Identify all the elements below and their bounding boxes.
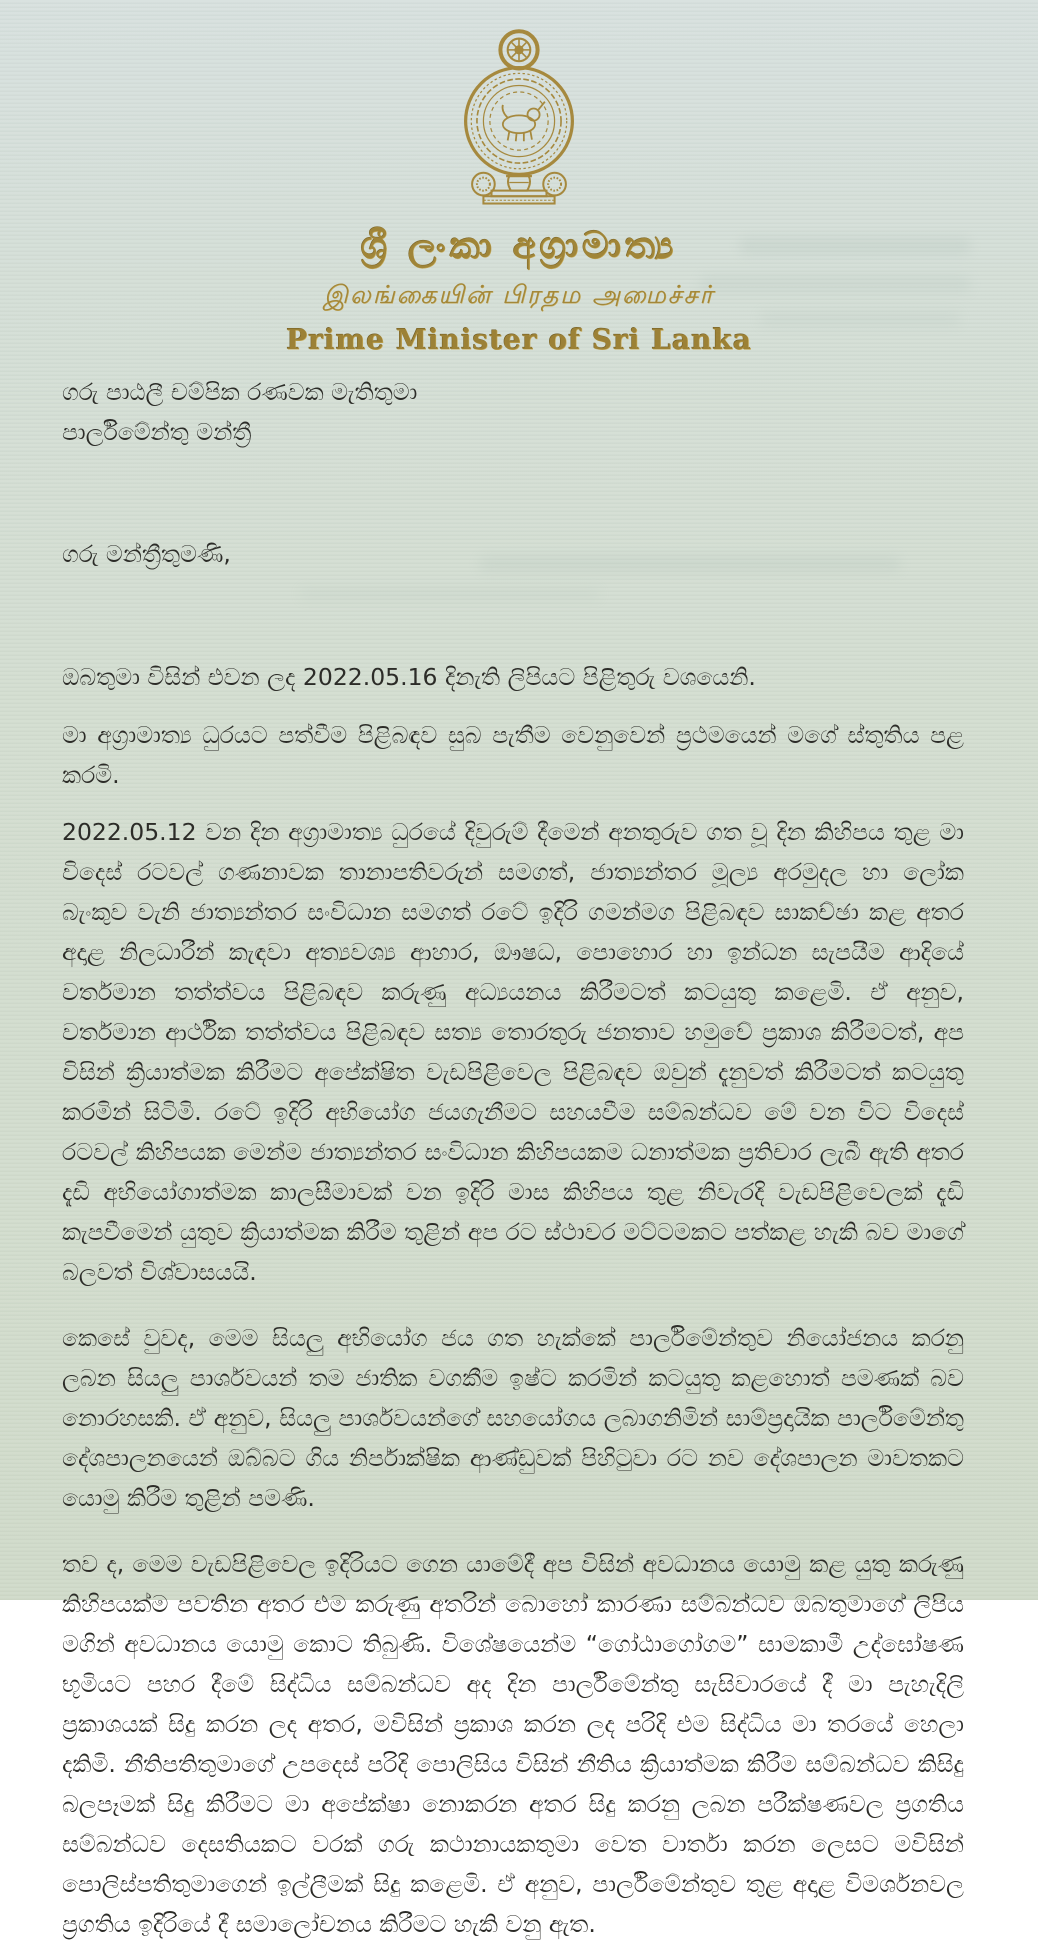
recipient-title: පාර්ලිමේන්තු මන්ත්‍රී: [62, 418, 252, 446]
sri-lanka-emblem-icon: [433, 24, 605, 210]
letterhead-title-sinhala: ශ්‍රී ලංකා අග්‍රාමාත්‍ය: [360, 224, 678, 267]
letterhead-title-tamil: இலங்கையின் பிரதம அமைச்சர்: [323, 280, 715, 309]
paragraph-reference: ඔබතුමා විසින් එවන ලද 2022.05.16 දිනැති ලිපියට පිළිතුරු වශයෙනි.: [62, 663, 756, 691]
salutation: ගරු මන්ත්‍රීතුමණි,: [62, 540, 231, 568]
paragraph-parliament-cooperation: කෙසේ වුවද, මෙම සියලු අභියෝග ජය ගත හැක්කේ පාර්ලිමේන්තුව නියෝජනය කරනු ලබන සියලු පාර්ශවයන් තම ජාතික වගකීම ඉෂ්ට කරමින් කටයුතු කළහොත් පමණක් බව නොරහසකි. ඒ අනුව, සියලු පාර්ශවයන්ගේ සහයෝගය ලබාගනිමින් සාම්ප්‍රදායික පාර්ලිමේන්තු දේශපාලනයෙන් ඔබ්බට ගිය නිර්පාක්ෂික ආණ්ඩුවක් පිහිටුවා රට නව දේශපාලන මාවතකට යොමු කිරීම තුළින් පමණි.: [62, 1324, 964, 1512]
letterhead-title-english: Prime Minister of Sri Lanka: [286, 323, 752, 356]
letter-body: [62, 372, 964, 1944]
letterhead: [0, 0, 1038, 356]
paragraph-thanks: මා අග්‍රාමාත්‍ය ධුරයට පත්වීම පිළිබඳව සුබ පැතීම වෙනුවෙන් ප්‍රථමයෙන් මගේ ස්තුතිය පළ කරමි.: [62, 721, 964, 789]
recipient-name: ගරු පාඨලී චම්පික රණවක මැතිතුමා: [62, 378, 418, 406]
paragraph-economic-situation: 2022.05.12 වන දින අග්‍රාමාත්‍ය ධුරයේ දිවුරුම් දීමෙන් අනතුරුව ගත වූ දින කිහිපය තුළ මා විදෙස් රටවල් ගණනාවක තානාපතිවරුන් සමගත්, ජාත්‍යන්තර මූල්‍ය අරමුදල හා ලෝක බැංකුව වැනි ජාත්‍යන්තර සංවිධාන සමගත් රටේ ඉදිරි ගමන්මග පිළිබඳව සාකච්ඡා කළ අතර අදාළ නිලධාරීන් කැඳවා අත්‍යවශ්‍ය ආහාර, ඖෂධ, පොහොර හා ඉන්ධන සැපයීම ආදියේ වර්තමාන තත්ත්වය පිළිබඳව කරුණු අධ්‍යයනය කිරීමටත් කටයුතු කළෙමි. ඒ අනුව, වර්තමාන ආර්ථික තත්ත්වය පිළිබඳව සත්‍ය තොරතුරු ජනතාව හමුවේ ප්‍රකාශ කිරීමටත්, අප විසින් ක්‍රියාත්මක කිරීමට අපේක්ෂිත වැඩපිළිවෙල පිළිබඳව ඔවුන් දැනුවත් කිරීමටත් කටයුතු කරමින් සිටිමි. රටේ ඉදිරි අභියෝග ජයගැනීමට සහයවීම සම්බන්ධව මේ වන විට විදෙස් රටවල් කිහිපයක මෙන්ම ජාත්‍යන්තර සංවිධාන කිහිපයකම ධනාත්මක ප්‍රතිචාර ලැබී ඇති අතර දැඩි අභියෝගාත්මක කාලසීමාවක් වන ඉදිරි මාස කිහිපය තුළ නිවැරදි වැඩපිළිවෙලක් දැඩි කැපවීමෙන් යුතුව ක්‍රියාත්මක කිරීම තුළින් අප රට ස්ථාවර මට්ටමකට පත්කළ හැකි බව මාගේ බලවත් විශ්වාසයයි.: [62, 818, 964, 1286]
paragraph-gotagogama-incident: තව ද, මෙම වැඩපිළිවෙල ඉදිරියට ගෙන යාමේදී අප විසින් අවධානය යොමු කළ යුතු කරුණු කිහිපයක්ම පවතින අතර එම කරුණු අතරින් බොහෝ කාරණා සම්බන්ධව ඔබතුමාගේ ලිපිය මගින් අවධානය යොමු කොට තිබුණි. විශේෂයෙන්ම “ගෝඨාගෝගම” සාමකාමී උද්ඝෝෂණ භූමියට පහර දීමේ සිද්ධිය සම්බන්ධව අද දින පාර්ලිමේන්තු සැසිවාරයේ දී මා පැහැදිලි ප්‍රකාශයක් සිදු කරන ලද අතර, මවිසින් ප්‍රකාශ කරන ලද පරිදි එම සිද්ධිය මා තරයේ හෙලා දකිමි. නීතිපතිතුමාගේ උපදෙස් පරිදි පොලිසිය විසින් නීතිය ක්‍රියාත්මක කිරීම සම්බන්ධව කිසිදු බලපෑමක් සිදු කිරීමට මා අපේක්ෂා නොකරන අතර සිදු කරනු ලබන පරීක්ෂණවල ප්‍රගතිය සම්බන්ධව දෙසතියකට වරක් ගරු කථානායකතුමා වෙත වාර්තා කරන ලෙසට මවිසින් පොලිස්පතිතුමාගෙන් ඉල්ලීමක් සිදු කළෙමි. ඒ අනුව, පාර්ලිමේන්තුව තුළ අදාළ විමර්ශනවල ප්‍රගතිය ඉදිරියේ දී සමාලෝචනය කිරීමට හැකි වනු ඇත.: [62, 1550, 964, 1938]
